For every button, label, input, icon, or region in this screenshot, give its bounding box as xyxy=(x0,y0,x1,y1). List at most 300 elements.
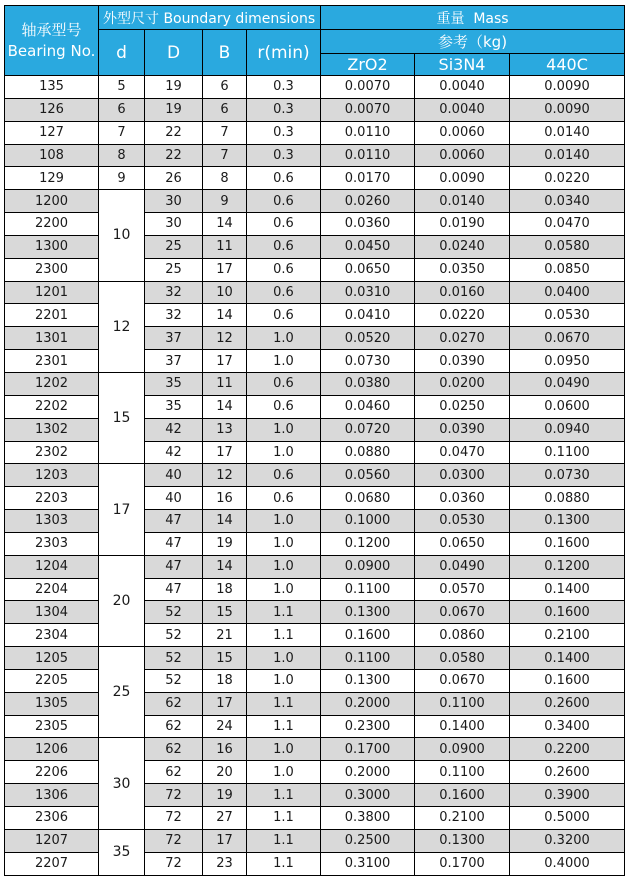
B-cell: 15 xyxy=(203,647,247,670)
440c-mass-cell: 0.2200 xyxy=(510,738,625,761)
bearing-no-cell: 1305 xyxy=(5,692,99,715)
r-min-cell: 1.1 xyxy=(247,624,321,647)
B-cell: 20 xyxy=(203,761,247,784)
440c-mass-cell: 0.0400 xyxy=(510,281,625,304)
si3n4-mass-cell: 0.1300 xyxy=(415,829,510,852)
B-cell: 23 xyxy=(203,852,247,875)
table-row xyxy=(5,761,625,784)
r-min-cell: 1.0 xyxy=(247,761,321,784)
table-row xyxy=(5,441,625,464)
440c-mass-cell: 0.0220 xyxy=(510,167,625,190)
d-cell: 9 xyxy=(99,167,145,190)
B-cell: 19 xyxy=(203,532,247,555)
bearing-no-cell: 1301 xyxy=(5,327,99,350)
bearing-no-cell: 1205 xyxy=(5,647,99,670)
si3n4-mass-cell: 0.1100 xyxy=(415,692,510,715)
D-cell: 22 xyxy=(145,121,203,144)
440c-mass-cell: 0.1400 xyxy=(510,647,625,670)
bearing-no-header-text: 轴承型号 Bearing No. xyxy=(7,20,96,60)
bearing-no-cell: 1204 xyxy=(5,555,99,578)
440c-mass-cell: 0.0340 xyxy=(510,190,625,213)
table-row xyxy=(5,258,625,281)
bearing-no-cell: 1201 xyxy=(5,281,99,304)
si3n4-mass-cell: 0.0250 xyxy=(415,395,510,418)
table-row xyxy=(5,555,625,578)
440c-mass-cell: 0.0530 xyxy=(510,304,625,327)
D-cell: 62 xyxy=(145,715,203,738)
r-min-cell: 1.1 xyxy=(247,784,321,807)
r-min-cell: 0.6 xyxy=(247,464,321,487)
table-row xyxy=(5,715,625,738)
si3n4-mass-cell: 0.0470 xyxy=(415,441,510,464)
zro2-mass-cell: 0.2000 xyxy=(321,692,415,715)
D-cell: 25 xyxy=(145,235,203,258)
bearing-no-cell: 126 xyxy=(5,98,99,121)
table-row xyxy=(5,395,625,418)
si3n4-mass-cell: 0.0220 xyxy=(415,304,510,327)
B-cell: 13 xyxy=(203,418,247,441)
D-cell: 47 xyxy=(145,532,203,555)
440c-mass-cell: 0.0730 xyxy=(510,464,625,487)
zro2-mass-cell: 0.0520 xyxy=(321,327,415,350)
si3n4-header: Si3N4 xyxy=(415,54,510,76)
r-min-cell: 0.6 xyxy=(247,213,321,236)
table-row xyxy=(5,532,625,555)
table-body xyxy=(5,76,625,876)
r-min-cell: 1.1 xyxy=(247,829,321,852)
D-cell: 62 xyxy=(145,761,203,784)
r-min-cell: 1.1 xyxy=(247,601,321,624)
r-min-cell: 1.1 xyxy=(247,692,321,715)
D-cell: 35 xyxy=(145,372,203,395)
D-cell: 47 xyxy=(145,578,203,601)
r-min-cell: 1.0 xyxy=(247,647,321,670)
r-min-cell: 1.0 xyxy=(247,418,321,441)
table-row xyxy=(5,510,625,533)
d-cell: 20 xyxy=(99,555,145,646)
r-min-cell: 0.3 xyxy=(247,121,321,144)
D-cell: 72 xyxy=(145,829,203,852)
r-min-cell: 0.6 xyxy=(247,235,321,258)
zro2-mass-cell: 0.0730 xyxy=(321,350,415,373)
si3n4-mass-cell: 0.0060 xyxy=(415,121,510,144)
B-cell: 12 xyxy=(203,464,247,487)
r-min-cell: 1.0 xyxy=(247,327,321,350)
440c-mass-cell: 0.0470 xyxy=(510,213,625,236)
zro2-mass-cell: 0.0680 xyxy=(321,487,415,510)
B-cell: 16 xyxy=(203,738,247,761)
si3n4-mass-cell: 0.0240 xyxy=(415,235,510,258)
bearing-no-cell: 129 xyxy=(5,167,99,190)
bearing-no-cell: 135 xyxy=(5,76,99,99)
bearing-no-cell: 2304 xyxy=(5,624,99,647)
440c-mass-cell: 0.1600 xyxy=(510,601,625,624)
D-cell: 72 xyxy=(145,852,203,875)
B-cell: 17 xyxy=(203,350,247,373)
440c-mass-cell: 0.0880 xyxy=(510,487,625,510)
r-min-cell: 1.0 xyxy=(247,578,321,601)
440c-mass-cell: 0.4000 xyxy=(510,852,625,875)
D-cell: 30 xyxy=(145,190,203,213)
B-cell: 6 xyxy=(203,76,247,99)
D-cell: 52 xyxy=(145,624,203,647)
bearing-no-cell: 2300 xyxy=(5,258,99,281)
r-min-cell: 1.1 xyxy=(247,715,321,738)
table-row xyxy=(5,624,625,647)
table-row xyxy=(5,829,625,852)
bearing-no-cell: 2204 xyxy=(5,578,99,601)
r-min-cell: 0.3 xyxy=(247,144,321,167)
table-row xyxy=(5,76,625,99)
d-cell: 25 xyxy=(99,647,145,738)
table-row xyxy=(5,213,625,236)
440c-mass-cell: 0.0090 xyxy=(510,76,625,99)
si3n4-mass-cell: 0.1600 xyxy=(415,784,510,807)
zro2-mass-cell: 0.0110 xyxy=(321,121,415,144)
si3n4-mass-cell: 0.2100 xyxy=(415,807,510,830)
d-cell: 10 xyxy=(99,190,145,281)
table-row xyxy=(5,578,625,601)
table-row xyxy=(5,807,625,830)
table-row xyxy=(5,235,625,258)
si3n4-mass-cell: 0.1100 xyxy=(415,761,510,784)
si3n4-mass-cell: 0.0570 xyxy=(415,578,510,601)
r-min-cell: 1.0 xyxy=(247,441,321,464)
d-cell: 12 xyxy=(99,281,145,372)
d-cell: 35 xyxy=(99,829,145,875)
si3n4-mass-cell: 0.0390 xyxy=(415,350,510,373)
table-row xyxy=(5,350,625,373)
D-cell: 47 xyxy=(145,555,203,578)
bearing-mass-table xyxy=(4,5,625,876)
table-row xyxy=(5,144,625,167)
440c-mass-cell: 0.5000 xyxy=(510,807,625,830)
r-min-cell: 1.0 xyxy=(247,738,321,761)
B-cell: 21 xyxy=(203,624,247,647)
si3n4-mass-cell: 0.0360 xyxy=(415,487,510,510)
si3n4-mass-cell: 0.0490 xyxy=(415,555,510,578)
si3n4-mass-cell: 0.0060 xyxy=(415,144,510,167)
si3n4-mass-cell: 0.0270 xyxy=(415,327,510,350)
zro2-mass-cell: 0.0560 xyxy=(321,464,415,487)
bearing-no-cell: 2301 xyxy=(5,350,99,373)
bearing-no-cell: 2206 xyxy=(5,761,99,784)
D-cell: 37 xyxy=(145,350,203,373)
r-min-cell: 0.3 xyxy=(247,76,321,99)
B-cell: 6 xyxy=(203,98,247,121)
zro2-mass-cell: 0.0260 xyxy=(321,190,415,213)
D-cell: 72 xyxy=(145,784,203,807)
zro2-mass-cell: 0.0360 xyxy=(321,213,415,236)
440c-mass-cell: 0.2600 xyxy=(510,692,625,715)
D-cell: 42 xyxy=(145,418,203,441)
D-cell: 52 xyxy=(145,647,203,670)
B-cell: 27 xyxy=(203,807,247,830)
zro2-mass-cell: 0.1600 xyxy=(321,624,415,647)
B-cell: 18 xyxy=(203,669,247,692)
B-cell: 17 xyxy=(203,441,247,464)
D-cell: 30 xyxy=(145,213,203,236)
440c-mass-cell: 0.3900 xyxy=(510,784,625,807)
zro2-mass-cell: 0.0720 xyxy=(321,418,415,441)
d-cell: 7 xyxy=(99,121,145,144)
zro2-mass-cell: 0.0170 xyxy=(321,167,415,190)
zro2-mass-cell: 0.1700 xyxy=(321,738,415,761)
r-min-cell: 1.0 xyxy=(247,532,321,555)
r-min-cell: 0.6 xyxy=(247,190,321,213)
B-cell: 19 xyxy=(203,784,247,807)
zro2-mass-cell: 0.1200 xyxy=(321,532,415,555)
B-cell: 15 xyxy=(203,601,247,624)
si3n4-mass-cell: 0.0670 xyxy=(415,601,510,624)
si3n4-mass-cell: 0.0090 xyxy=(415,167,510,190)
zro2-mass-cell: 0.0410 xyxy=(321,304,415,327)
440c-mass-cell: 0.0940 xyxy=(510,418,625,441)
zro2-mass-cell: 0.0070 xyxy=(321,76,415,99)
si3n4-mass-cell: 0.0190 xyxy=(415,213,510,236)
si3n4-mass-cell: 0.0900 xyxy=(415,738,510,761)
bearing-no-cell: 2305 xyxy=(5,715,99,738)
bearing-no-cell: 1306 xyxy=(5,784,99,807)
440c-mass-cell: 0.0490 xyxy=(510,372,625,395)
D-cell: 32 xyxy=(145,281,203,304)
B-cell: 11 xyxy=(203,235,247,258)
D-cell: 19 xyxy=(145,76,203,99)
B-cell: 17 xyxy=(203,829,247,852)
bearing-no-cell: 1207 xyxy=(5,829,99,852)
table-row xyxy=(5,327,625,350)
table-row xyxy=(5,669,625,692)
si3n4-mass-cell: 0.1400 xyxy=(415,715,510,738)
440c-mass-cell: 0.2100 xyxy=(510,624,625,647)
bearing-no-cell: 1302 xyxy=(5,418,99,441)
D-cell: 22 xyxy=(145,144,203,167)
440c-mass-cell: 0.1600 xyxy=(510,669,625,692)
440c-mass-cell: 0.1600 xyxy=(510,532,625,555)
bearing-no-cell: 1200 xyxy=(5,190,99,213)
si3n4-mass-cell: 0.0580 xyxy=(415,647,510,670)
si3n4-mass-cell: 0.0670 xyxy=(415,669,510,692)
r-min-cell: 1.0 xyxy=(247,350,321,373)
440c-mass-cell: 0.3400 xyxy=(510,715,625,738)
bearing-no-cell: 2202 xyxy=(5,395,99,418)
D-cell: 32 xyxy=(145,304,203,327)
440c-mass-cell: 0.1200 xyxy=(510,555,625,578)
D-cell: 40 xyxy=(145,464,203,487)
B-cell: 17 xyxy=(203,692,247,715)
B-cell: 10 xyxy=(203,281,247,304)
bearing-no-cell: 2201 xyxy=(5,304,99,327)
r-min-cell: 1.0 xyxy=(247,669,321,692)
bearing-no-cell: 127 xyxy=(5,121,99,144)
si3n4-mass-cell: 0.0300 xyxy=(415,464,510,487)
si3n4-mass-cell: 0.0650 xyxy=(415,532,510,555)
si3n4-mass-cell: 0.0200 xyxy=(415,372,510,395)
B-cell: 12 xyxy=(203,327,247,350)
440c-mass-cell: 0.3200 xyxy=(510,829,625,852)
B-cell: 14 xyxy=(203,395,247,418)
D-cell: 62 xyxy=(145,692,203,715)
zro2-mass-cell: 0.0110 xyxy=(321,144,415,167)
zro2-mass-cell: 0.3800 xyxy=(321,807,415,830)
zro2-mass-cell: 0.0880 xyxy=(321,441,415,464)
zro2-mass-cell: 0.0380 xyxy=(321,372,415,395)
440c-mass-cell: 0.0090 xyxy=(510,98,625,121)
440c-mass-cell: 0.0670 xyxy=(510,327,625,350)
B-cell: 14 xyxy=(203,213,247,236)
B-cell: 7 xyxy=(203,144,247,167)
table-row xyxy=(5,281,625,304)
d-cell: 15 xyxy=(99,372,145,463)
bearing-no-cell: 1202 xyxy=(5,372,99,395)
bearing-no-cell: 2303 xyxy=(5,532,99,555)
r-min-cell: 0.6 xyxy=(247,281,321,304)
zro2-mass-cell: 0.1000 xyxy=(321,510,415,533)
bearing-no-header xyxy=(5,6,99,76)
r-min-cell: 0.6 xyxy=(247,487,321,510)
D-cell: 26 xyxy=(145,167,203,190)
zro2-mass-cell: 0.3000 xyxy=(321,784,415,807)
B-cell: 14 xyxy=(203,304,247,327)
table-row xyxy=(5,304,625,327)
D-cell: 37 xyxy=(145,327,203,350)
boundary-dimensions-header: 外型尺寸 Boundary dimensions xyxy=(99,6,321,30)
bearing-no-cell: 2306 xyxy=(5,807,99,830)
table-row xyxy=(5,190,625,213)
zro2-mass-cell: 0.0310 xyxy=(321,281,415,304)
zro2-mass-cell: 0.2300 xyxy=(321,715,415,738)
r-min-cell: 0.6 xyxy=(247,372,321,395)
table-row xyxy=(5,738,625,761)
table-row xyxy=(5,852,625,875)
si3n4-mass-cell: 0.0040 xyxy=(415,76,510,99)
zro2-mass-cell: 0.3100 xyxy=(321,852,415,875)
440c-mass-cell: 0.2600 xyxy=(510,761,625,784)
table-row xyxy=(5,98,625,121)
d-cell: 6 xyxy=(99,98,145,121)
zro2-mass-cell: 0.1100 xyxy=(321,578,415,601)
bearing-no-cell: 2205 xyxy=(5,669,99,692)
bearing-no-cell: 2207 xyxy=(5,852,99,875)
bearing-no-cell: 1300 xyxy=(5,235,99,258)
bearing-no-cell: 2203 xyxy=(5,487,99,510)
si3n4-mass-cell: 0.1700 xyxy=(415,852,510,875)
si3n4-mass-cell: 0.0390 xyxy=(415,418,510,441)
D-cell: 72 xyxy=(145,807,203,830)
bearing-no-cell: 1203 xyxy=(5,464,99,487)
D-cell: 47 xyxy=(145,510,203,533)
D-cell: 19 xyxy=(145,98,203,121)
D-cell: 40 xyxy=(145,487,203,510)
table-row xyxy=(5,601,625,624)
r-min-cell: 0.6 xyxy=(247,167,321,190)
B-cell: 14 xyxy=(203,510,247,533)
B-cell: 17 xyxy=(203,258,247,281)
r-min-cell: 0.3 xyxy=(247,98,321,121)
bearing-no-cell: 1303 xyxy=(5,510,99,533)
B-cell: 14 xyxy=(203,555,247,578)
440c-mass-cell: 0.0140 xyxy=(510,144,625,167)
r-min-cell: 0.6 xyxy=(247,258,321,281)
table-row xyxy=(5,487,625,510)
d-cell: 30 xyxy=(99,738,145,829)
r-min-header: r(min) xyxy=(247,30,321,76)
bearing-no-cell: 1206 xyxy=(5,738,99,761)
B-cell: 7 xyxy=(203,121,247,144)
B-cell: 9 xyxy=(203,190,247,213)
bearing-no-cell: 108 xyxy=(5,144,99,167)
bearing-no-cell: 1304 xyxy=(5,601,99,624)
D-cell: 52 xyxy=(145,669,203,692)
zro2-mass-cell: 0.1300 xyxy=(321,601,415,624)
B-cell: 11 xyxy=(203,372,247,395)
r-min-cell: 1.0 xyxy=(247,510,321,533)
d-header: d xyxy=(99,30,145,76)
D-cell: 25 xyxy=(145,258,203,281)
440c-mass-cell: 0.0140 xyxy=(510,121,625,144)
table-row xyxy=(5,167,625,190)
table-row xyxy=(5,784,625,807)
si3n4-mass-cell: 0.0350 xyxy=(415,258,510,281)
440c-mass-cell: 0.0580 xyxy=(510,235,625,258)
B-header: B xyxy=(203,30,247,76)
zro2-header: ZrO2 xyxy=(321,54,415,76)
zro2-mass-cell: 0.0460 xyxy=(321,395,415,418)
table-row xyxy=(5,372,625,395)
table-row xyxy=(5,647,625,670)
r-min-cell: 1.1 xyxy=(247,852,321,875)
440c-mass-cell: 0.0950 xyxy=(510,350,625,373)
table-row xyxy=(5,692,625,715)
reference-kg-header: 参考（kg) xyxy=(321,30,625,54)
r-min-cell: 0.6 xyxy=(247,395,321,418)
r-min-cell: 0.6 xyxy=(247,304,321,327)
d-cell: 17 xyxy=(99,464,145,555)
si3n4-mass-cell: 0.0530 xyxy=(415,510,510,533)
B-cell: 16 xyxy=(203,487,247,510)
440c-mass-cell: 0.1100 xyxy=(510,441,625,464)
zro2-mass-cell: 0.0070 xyxy=(321,98,415,121)
si3n4-mass-cell: 0.0160 xyxy=(415,281,510,304)
B-cell: 18 xyxy=(203,578,247,601)
table-row xyxy=(5,121,625,144)
mass-header: 重量 Mass xyxy=(321,6,625,30)
440c-mass-cell: 0.1400 xyxy=(510,578,625,601)
zro2-mass-cell: 0.0650 xyxy=(321,258,415,281)
D-cell: 62 xyxy=(145,738,203,761)
si3n4-mass-cell: 0.0040 xyxy=(415,98,510,121)
D-cell: 42 xyxy=(145,441,203,464)
zro2-mass-cell: 0.1100 xyxy=(321,647,415,670)
r-min-cell: 1.1 xyxy=(247,807,321,830)
r-min-cell: 1.0 xyxy=(247,555,321,578)
si3n4-mass-cell: 0.0140 xyxy=(415,190,510,213)
B-cell: 24 xyxy=(203,715,247,738)
si3n4-mass-cell: 0.0860 xyxy=(415,624,510,647)
440c-header: 440C xyxy=(510,54,625,76)
table-row xyxy=(5,418,625,441)
zro2-mass-cell: 0.2500 xyxy=(321,829,415,852)
zro2-mass-cell: 0.1300 xyxy=(321,669,415,692)
B-cell: 8 xyxy=(203,167,247,190)
zro2-mass-cell: 0.2000 xyxy=(321,761,415,784)
440c-mass-cell: 0.1300 xyxy=(510,510,625,533)
table-row xyxy=(5,464,625,487)
d-cell: 8 xyxy=(99,144,145,167)
bearing-no-cell: 2200 xyxy=(5,213,99,236)
D-cell: 35 xyxy=(145,395,203,418)
440c-mass-cell: 0.0850 xyxy=(510,258,625,281)
